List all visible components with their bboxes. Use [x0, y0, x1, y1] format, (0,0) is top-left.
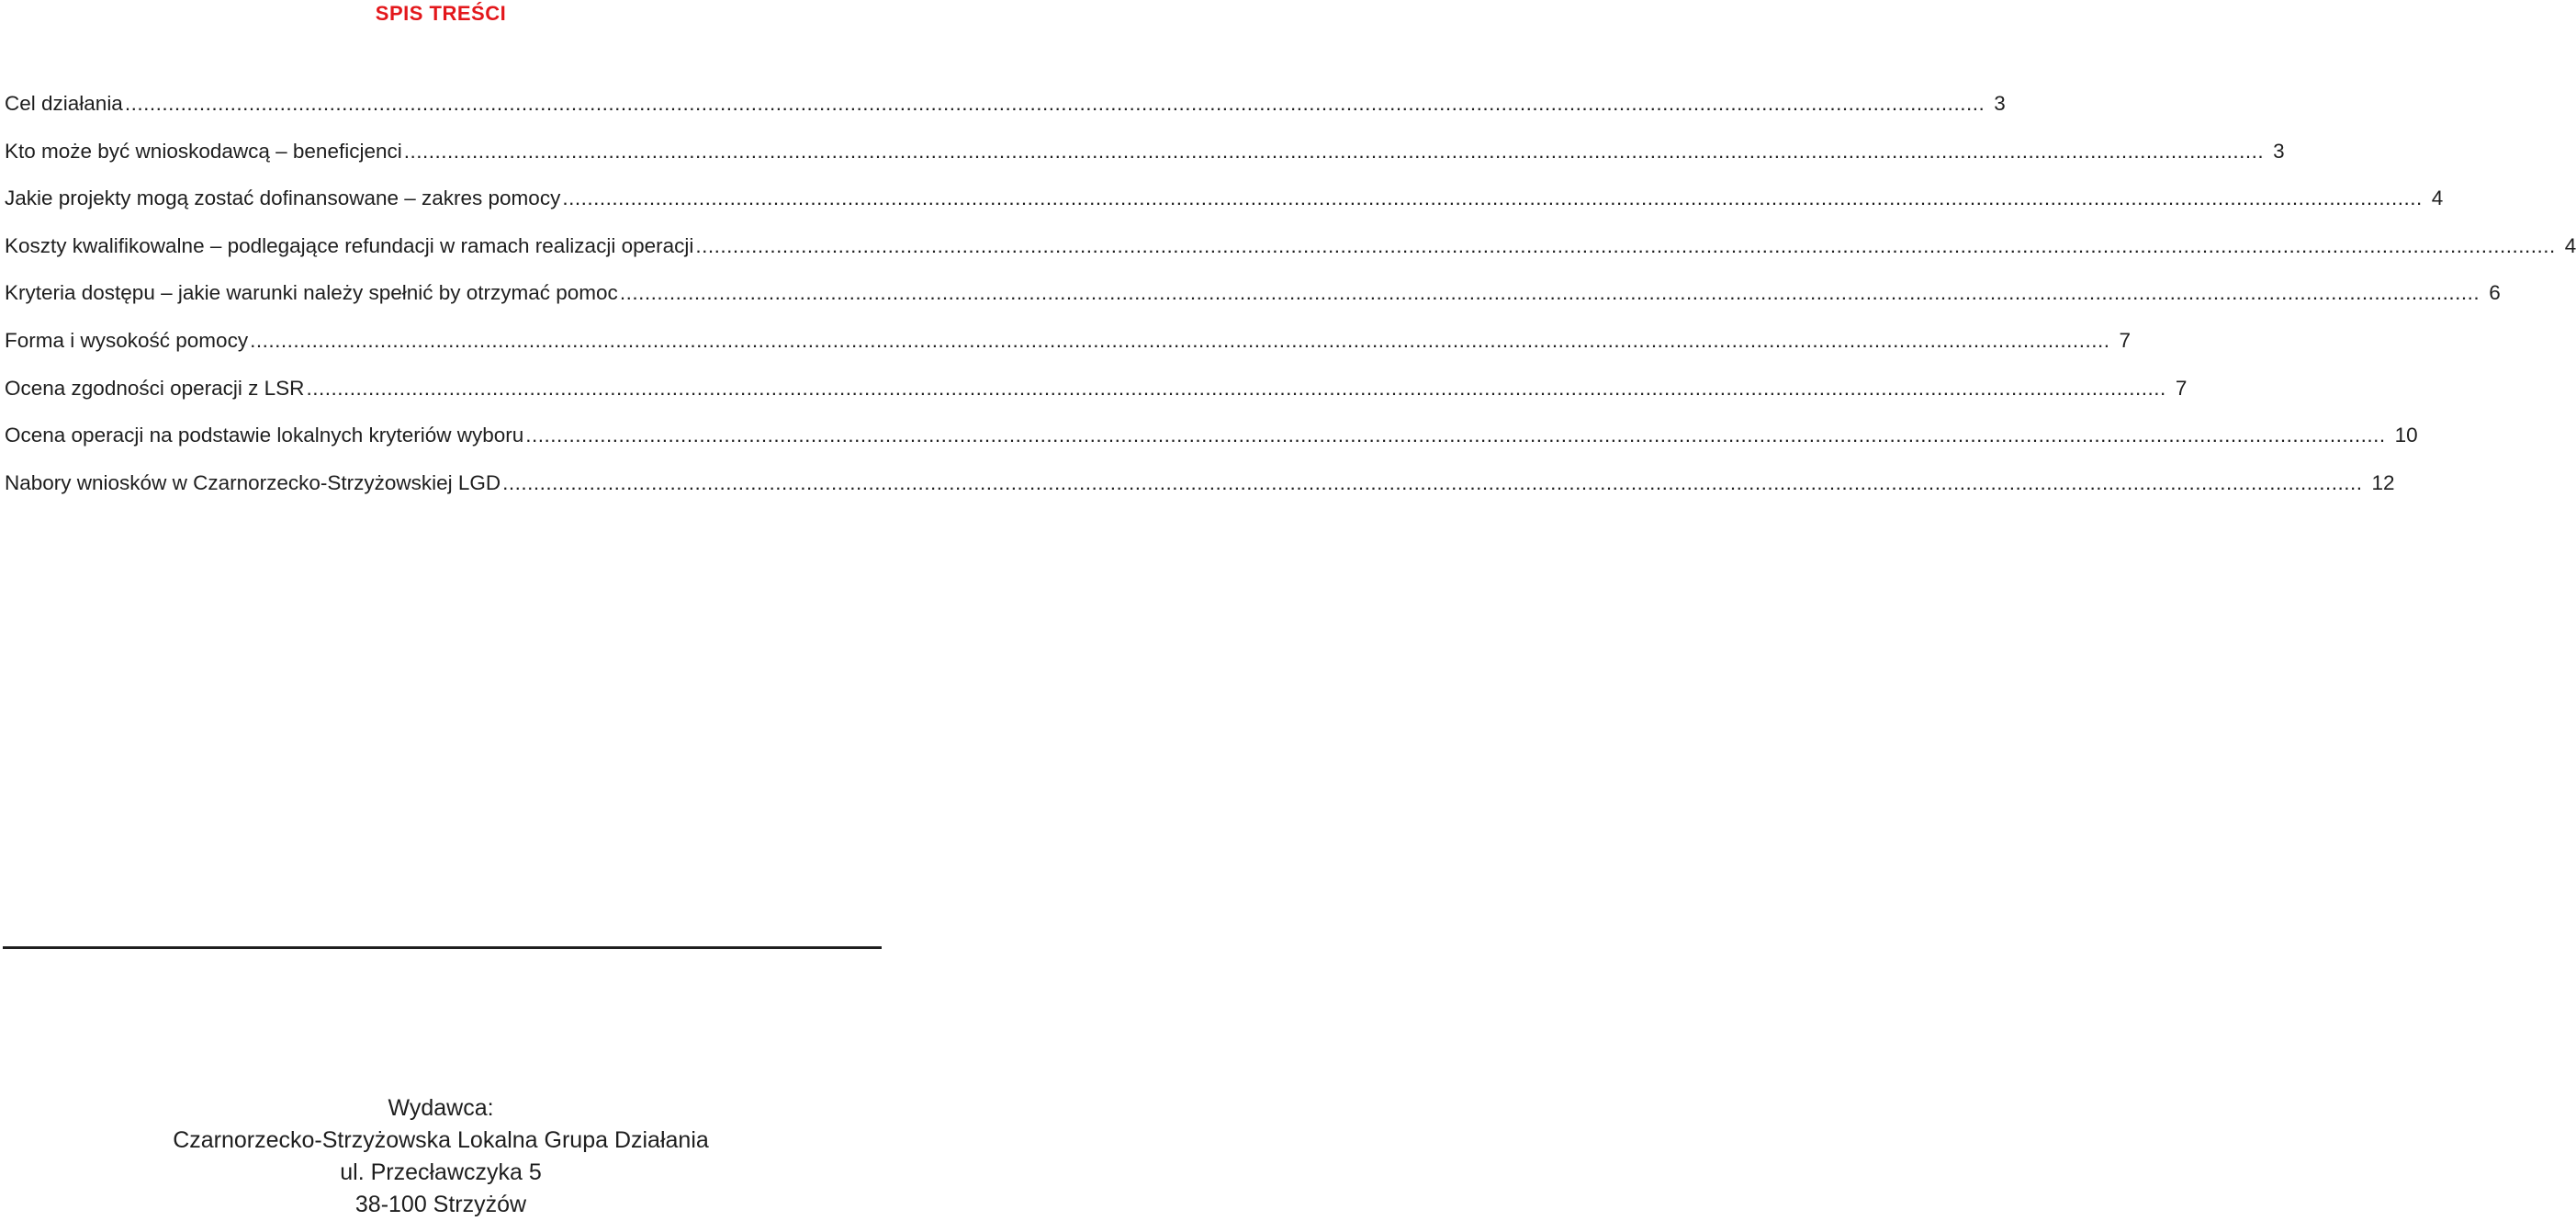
toc-entry-page: 10	[2394, 424, 2418, 447]
toc-entry-page: 4	[2431, 187, 2444, 210]
toc-entry[interactable]	[5, 182, 2444, 230]
toc-entry-label: Cel działania	[5, 92, 123, 115]
publisher-block	[0, 1092, 882, 1221]
publisher-street: ul. Przecławczyka 5	[340, 1159, 542, 1185]
toc-entry-page: 6	[2489, 281, 2501, 305]
toc-entry-label: Forma i wysokość pomocy	[5, 328, 249, 352]
toc-entry-page: 7	[2119, 328, 2131, 352]
toc-entry-page: 4	[2564, 233, 2576, 257]
toc-entry-label: Kto może być wnioskodawcą – beneficjenci	[5, 139, 402, 163]
toc-entry[interactable]	[5, 135, 2285, 183]
toc-entry[interactable]	[5, 419, 2418, 467]
toc-entry-page: 7	[2175, 376, 2188, 400]
toc-entry-label: Kryteria dostępu – jakie warunki należy spełnić by otrzymać pomoc	[5, 281, 618, 305]
toc-leader-dots: ............................................................................................................................................................................................................................................................................................................	[250, 328, 2110, 352]
toc-entry-label: Nabory wniosków w Czarnorzecko-Strzyżowskiej LGD	[5, 470, 501, 494]
toc-entry-label: Ocena operacji na podstawie lokalnych kryteriów wyboru	[5, 424, 524, 447]
toc-leader-dots: ............................................................................................................................................................................................................................................................................................................	[562, 187, 2423, 210]
toc-entry[interactable]	[5, 230, 2576, 277]
toc-entry[interactable]	[5, 467, 2395, 514]
toc-entry-label: Koszty kwalifikowalne – podlegające refundacji w ramach realizacji operacji	[5, 233, 694, 257]
toc-entry[interactable]	[5, 324, 2131, 372]
publisher-heading: Wydawca:	[388, 1095, 494, 1121]
toc-leader-dots: ............................................................................................................................................................................................................................................................................................................	[124, 92, 1985, 115]
toc-leader-dots: ............................................................................................................................................................................................................................................................................................................	[306, 376, 2166, 400]
toc-list	[5, 87, 2576, 514]
horizontal-divider	[3, 946, 882, 949]
toc-leader-dots: ............................................................................................................................................................................................................................................................................................................	[502, 470, 2363, 494]
publisher-name: Czarnorzecko-Strzyżowska Lokalna Grupa Działania	[173, 1127, 709, 1153]
toc-entry[interactable]	[5, 372, 2188, 420]
toc-title: SPIS TREŚCI	[375, 2, 507, 25]
toc-entry-label: Jakie projekty mogą zostać dofinansowane – zakres pomocy	[5, 187, 561, 210]
toc-entry[interactable]	[5, 87, 2006, 135]
toc-entry-page: 12	[2371, 470, 2395, 494]
toc-entry-label: Ocena zgodności operacji z LSR	[5, 376, 305, 400]
toc-leader-dots: ............................................................................................................................................................................................................................................................................................................	[525, 424, 2386, 447]
toc-entry-page: 3	[1994, 92, 2006, 115]
toc-entry[interactable]	[5, 277, 2501, 324]
toc-leader-dots: ............................................................................................................................................................................................................................................................................................................	[619, 281, 2480, 305]
toc-leader-dots: ............................................................................................................................................................................................................................................................................................................	[403, 139, 2265, 163]
toc-entry-page: 3	[2273, 139, 2285, 163]
publisher-city: 38-100 Strzyżów	[354, 1192, 527, 1217]
toc-leader-dots: ............................................................................................................................................................................................................................................................................................................	[695, 233, 2556, 257]
